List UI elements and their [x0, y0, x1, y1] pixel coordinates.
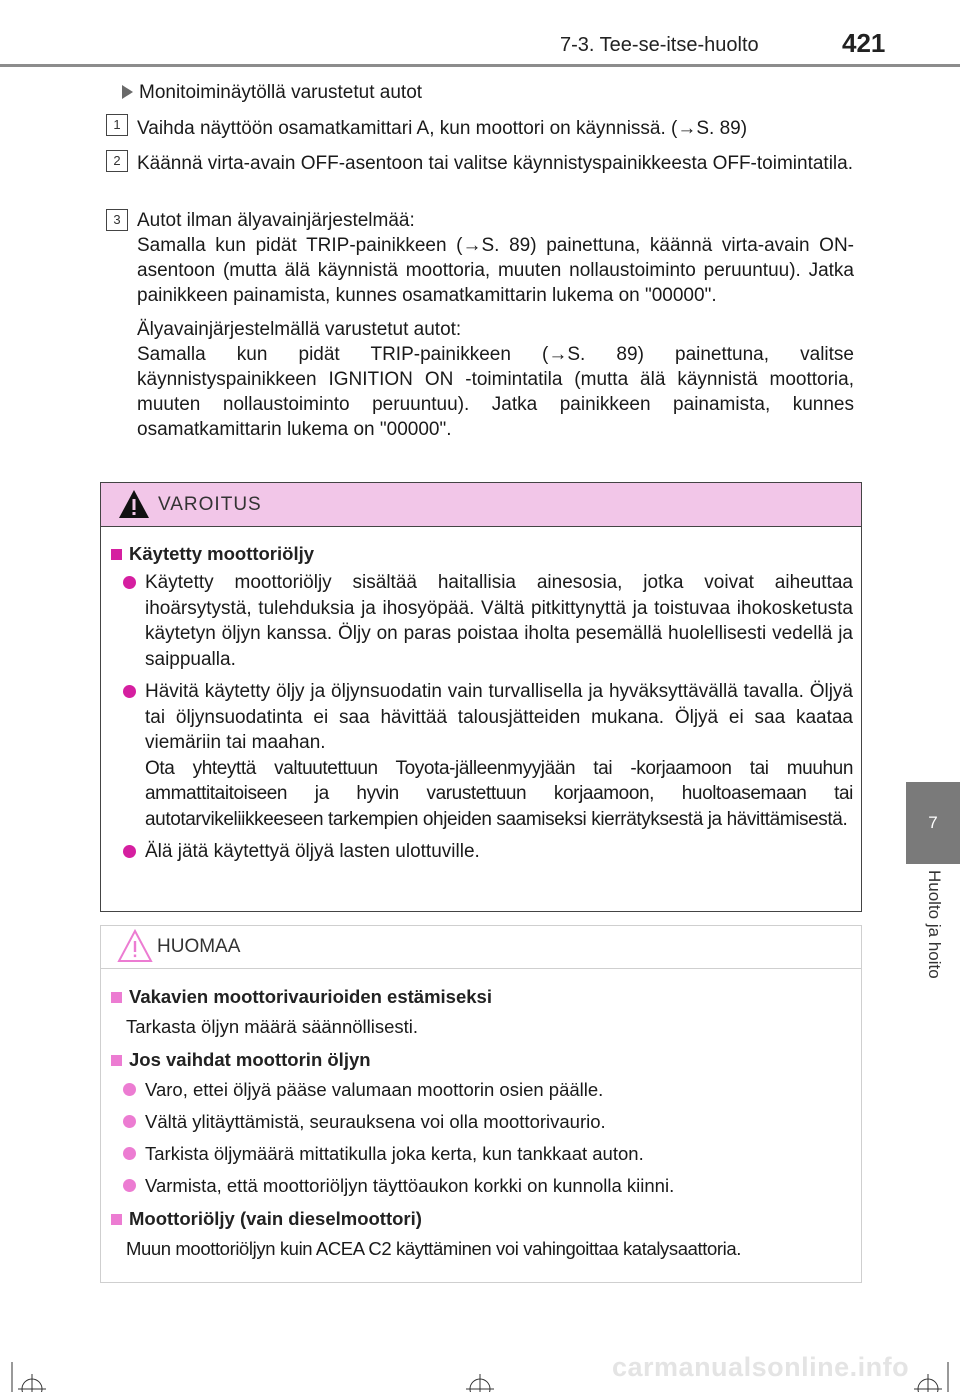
bullet-dot-icon [123, 845, 136, 858]
square-bullet-icon [111, 992, 122, 1003]
warning-box [100, 482, 862, 912]
caution-triangle-icon [117, 929, 153, 963]
bullet-dot-icon [123, 1083, 136, 1096]
notice-bullet-1-text: Varo, ettei öljyä pääse valumaan moottorin osien päälle. [145, 1079, 604, 1100]
notice-bullet-4-text: Varmista, että moottoriöljyn täyttöaukon korkki on kunnolla kiinni. [145, 1175, 675, 1196]
notice-bullet-3-text: Tarkista öljymäärä mittatikulla joka kerta, kun tankkaat auton. [145, 1143, 644, 1164]
notice-content [111, 986, 853, 1260]
warning-title: VAROITUS [158, 494, 262, 515]
warning-heading [111, 543, 853, 565]
chapter-label [908, 870, 960, 1010]
warning-bullet-2 [111, 679, 853, 832]
bullet-dot-icon [123, 576, 136, 589]
step-number-1: 1 [106, 114, 128, 136]
step-number-3: 3 [106, 209, 128, 231]
warning-heading-text: Käytetty moottoriöljy [129, 543, 315, 564]
notice-bullet-4 [111, 1175, 853, 1197]
bullet-dot-icon [123, 1115, 136, 1128]
notice-heading-2-text: Jos vaihdat moottorin öljyn [129, 1049, 371, 1070]
watermark-text: carmanualsonline.info [612, 1352, 910, 1382]
notice-header [101, 926, 861, 969]
notice-heading-1-text: Vakavien moottorivaurioiden estämiseksi [129, 986, 492, 1007]
triangle-bullet-icon [122, 85, 133, 99]
notice-heading-3-text: Moottoriöljy (vain dieselmoottori) [129, 1208, 422, 1229]
warning-bullet-3 [111, 839, 853, 865]
notice-bullet-2-text: Vältä ylitäyttämistä, seurauksena voi olla moottorivaurio. [145, 1111, 606, 1132]
section-title: 7-3. Tee-se-itse-huolto [560, 34, 759, 56]
warning-triangle-icon [117, 488, 151, 520]
notice-title: HUOMAA [157, 936, 241, 957]
chapter-label-text: Huolto ja hoito [925, 870, 944, 979]
step-3-para2: Samalla kun pidät TRIP-painikkeen (→S. 89) painettuna, valitse käynnistyspainikkeen IGNITION ON -toimintatila (mutta älä käynnistä moottoria, muuten nollaustoiminto peruuntuu). Jatka painikkeen painamista, kunnes osamatkamittarin lukema on "00000". [137, 344, 854, 440]
step-number-2: 2 [106, 150, 128, 172]
notice-bullet-1 [111, 1079, 853, 1101]
step-3-para1: Samalla kun pidät TRIP-painikkeen (→S. 89) painettuna, käännä virta-avain ON-asentoon (mutta älä käynnistä moottoria, muuten nollaustoiminto peruuntuu). Jatka painikkeen painamista, kunnes osamatkamittarin lukema on "00000". [137, 235, 854, 306]
chapter-tab[interactable]: 7 [906, 782, 960, 864]
bullet-dot-icon [123, 685, 136, 698]
step-3-para1-title: Autot ilman älyavainjärjestelmää: [137, 210, 415, 231]
step-text-1: Vaihda näyttöön osamatkamittari A, kun moottori on käynnissä. (→S. 89) [137, 118, 748, 139]
notice-heading-2 [111, 1049, 853, 1071]
warning-bullet-1 [111, 570, 853, 672]
square-bullet-icon [111, 1055, 122, 1066]
intro-line [122, 82, 422, 104]
notice-bullet-3 [111, 1143, 853, 1165]
warning-header [101, 483, 861, 527]
bullet-dot-icon [123, 1179, 136, 1192]
warning-bullet-2-extra: Ota yhteyttä valtuutettuun Toyota-jälleenmyyjään tai -korjaamoon tai muuhun ammattitaitoiseen ja hyvin varustettuun korjaamoon, huoltoasemaan tai autotarvikeliikkeeseen tarkempien ohjeiden saamiseksi kierrätyksestä ja hävittämisestä. [145, 757, 853, 830]
notice-heading-1 [111, 986, 853, 1008]
warning-bullet-3-text: Älä jätä käytettyä öljyä lasten ulottuville. [145, 841, 480, 862]
warning-bullet-1-text: Käytetty moottoriöljy sisältää haitallisia ainesosia, jotka voivat aiheuttaa ihoärsytystä, tulehduksia ja ihosyöpää. Vältä pitkittynyttä ja toistuvaa ihokosketusta käytetyn öljyn kanssa. Öljy on paras poistaa iholta pesemällä huolellisesti vedellä ja saippualla. [145, 572, 853, 670]
intro-text: Monitoiminäytöllä varustetut autot [139, 82, 423, 103]
step-3-content [137, 208, 854, 442]
square-bullet-icon [111, 549, 122, 560]
page-number: 421 [842, 28, 886, 58]
header-divider [0, 64, 960, 67]
square-bullet-icon [111, 1214, 122, 1225]
step-3-para2-title: Älyavainjärjestelmällä varustetut autot: [137, 319, 462, 340]
warning-bullet-2-text: Hävitä käytetty öljy ja öljynsuodatin vain turvallisella ja hyväksyttävällä tavalla. Öljyä tai öljynsuodatinta ei saa hävittää talousjätteiden mukana. Öljyä ei saa kaataa viemäriin tai maahan. [145, 681, 853, 753]
notice-bullet-2 [111, 1111, 853, 1133]
notice-heading-3 [111, 1208, 853, 1230]
notice-text-1: Tarkasta öljyn määrä säännöllisesti. [126, 1016, 419, 1037]
notice-box [100, 925, 862, 1283]
step-text-2: Käännä virta-avain OFF-asentoon tai valitse käynnistyspainikkeesta OFF-toimintatila. [137, 153, 853, 174]
notice-text-3: Muun moottoriöljyn kuin ACEA C2 käyttäminen voi vahingoittaa katalysaattoria. [126, 1238, 741, 1259]
crop-marks [0, 1352, 960, 1392]
bullet-dot-icon [123, 1147, 136, 1160]
warning-content [111, 543, 853, 865]
